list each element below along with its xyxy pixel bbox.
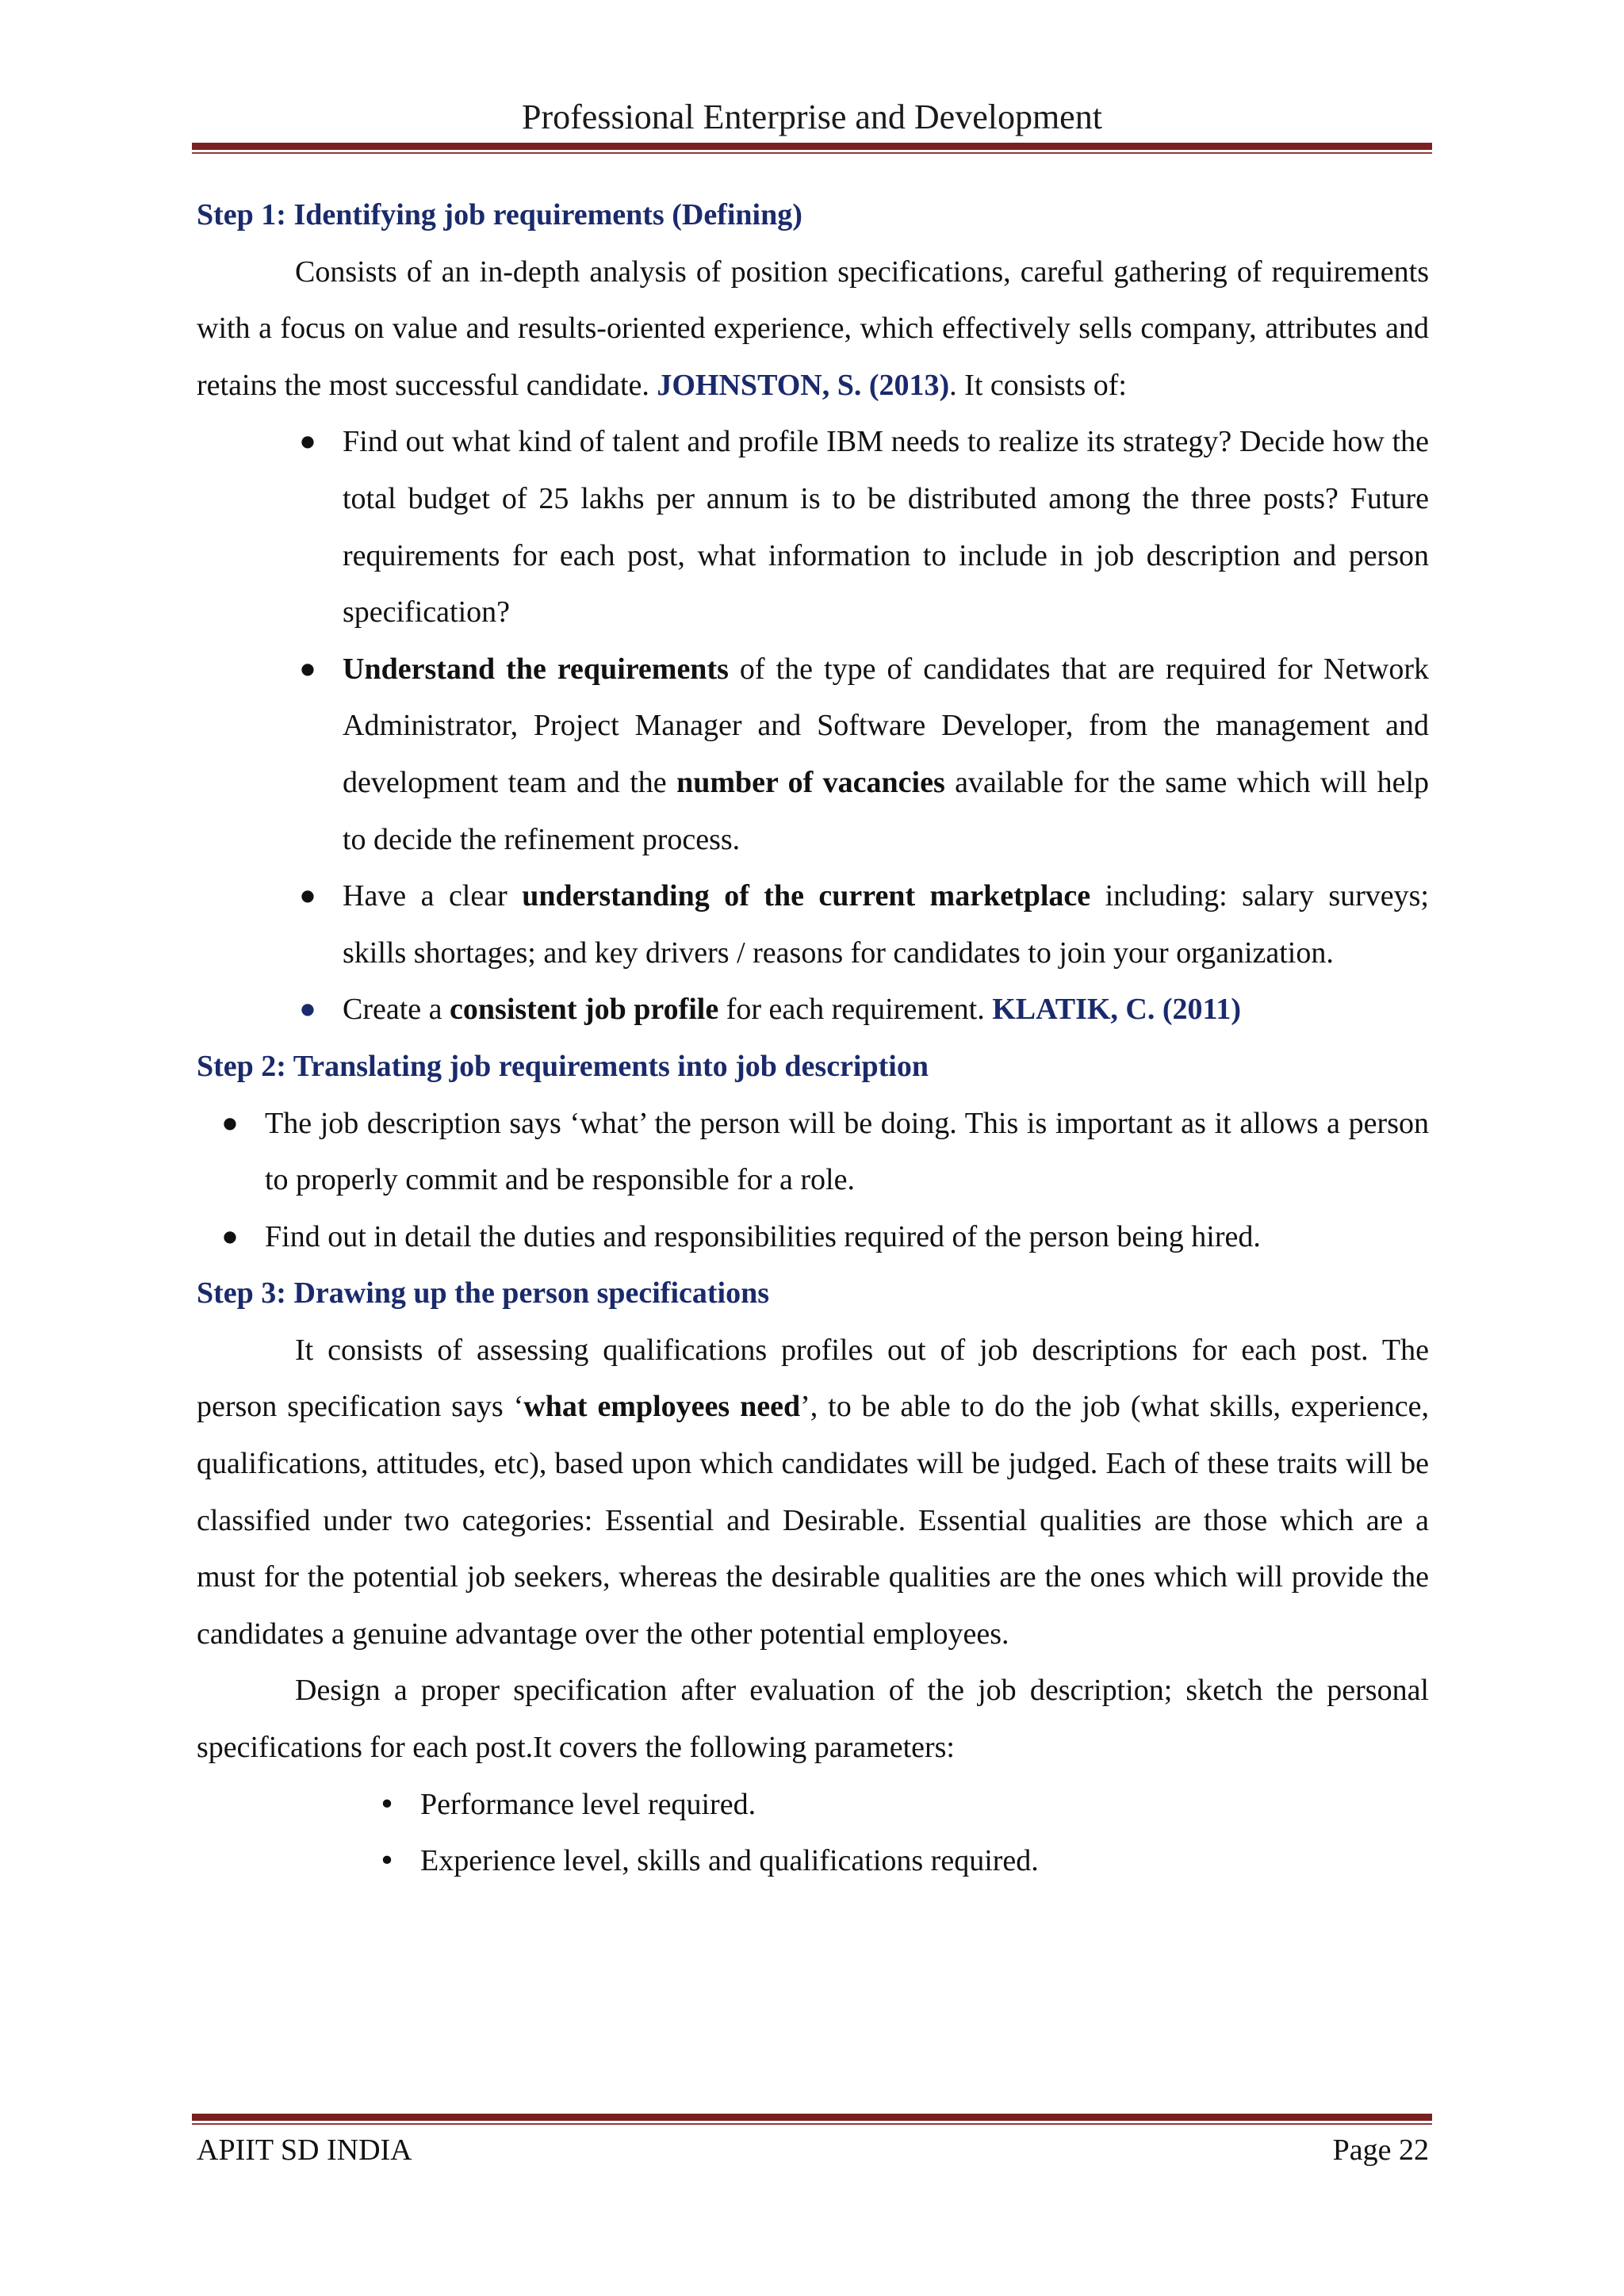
list-item: • Experience level, skills and qualifications required. — [197, 1833, 1429, 1890]
bullet-icon — [371, 1833, 403, 1892]
bullet-icon — [292, 982, 324, 1041]
bullet-icon — [214, 1209, 246, 1269]
bullet-icon — [292, 641, 324, 701]
bullet-icon — [292, 414, 324, 473]
page-number: Page 22 — [1332, 2133, 1429, 2167]
header-rule — [192, 143, 1432, 154]
step3-paragraph-2: Design a proper specification after evaluation of the job description; sketch the personal specifications for each post.It covers the following parameters: — [197, 1674, 1429, 1765]
list-item: ● The job description says ‘what’ the person will be doing. This is important as it allows a person to properly commit and be responsible for a role. — [197, 1096, 1429, 1209]
step1-bullet-list — [197, 414, 1429, 1039]
list-item: • Performance level required. — [197, 1777, 1429, 1834]
list-item: ● Find out in detail the duties and responsibilities required of the person being hired. — [197, 1209, 1429, 1266]
page-header-title: Professional Enterprise and Development — [522, 98, 1102, 136]
step2-bullet-list — [197, 1096, 1429, 1266]
list-item: ● Understand the requirements of the type of candidates that are required for Network Administrator, Project Manager and Software Developer, from the management and development team and the number of vacancies available for the same which will help to decide the refinement process. — [197, 641, 1429, 868]
bullet-icon — [371, 1777, 403, 1835]
citation-johnston: JOHNSTON, S. (2013) — [657, 368, 950, 402]
parameters-list — [197, 1777, 1429, 1890]
bullet-icon — [292, 868, 324, 928]
page-content — [197, 187, 1429, 1890]
footer-rule — [192, 2114, 1432, 2125]
step2-heading: Step 2: Translating job requirements into job description — [197, 1049, 929, 1083]
step1-intro-paragraph: Consists of an in-depth analysis of position specifications, careful gathering of requirements with a focus on value and results-oriented experience, which effectively sells company, attributes and retains the most successful candidate. JOHNSTON, S. (2013). It consists of: — [197, 254, 1429, 402]
citation-klatik: KLATIK, C. (2011) — [992, 993, 1242, 1027]
footer-institution: APIIT SD INDIA — [197, 2133, 412, 2167]
list-item: ● Create a consistent job profile for each requirement. KLATIK, C. (2011) — [197, 982, 1429, 1039]
step3-heading: Step 3: Drawing up the person specifications — [197, 1276, 770, 1311]
step3-paragraph-1: It consists of assessing qualifications profiles out of job descriptions for each post. The person specification says ‘what employees need’, to be able to do the job (what skills, experience, qualifications, attitudes, etc), based upon which candidates will be judged. Each of these traits will be classified under two categories: Essential and Desirable. Essential qualities are those which are a must for the potential job seekers, whereas the desirable qualities are the ones which will provide the candidates a genuine advantage over the other potential employees. — [197, 1333, 1429, 1651]
bullet-icon — [214, 1096, 246, 1155]
list-item: ● Find out what kind of talent and profile IBM needs to realize its strategy? Decide how the total budget of 25 lakhs per annum is to be distributed among the three posts? Future requirements for each post, what information to include in job description and person specification? — [197, 414, 1429, 641]
list-item: ● Have a clear understanding of the current marketplace including: salary surveys; skills shortages; and key drivers / reasons for candidates to join your organization. — [197, 868, 1429, 982]
step1-heading: Step 1: Identifying job requirements (Defining) — [197, 198, 802, 232]
